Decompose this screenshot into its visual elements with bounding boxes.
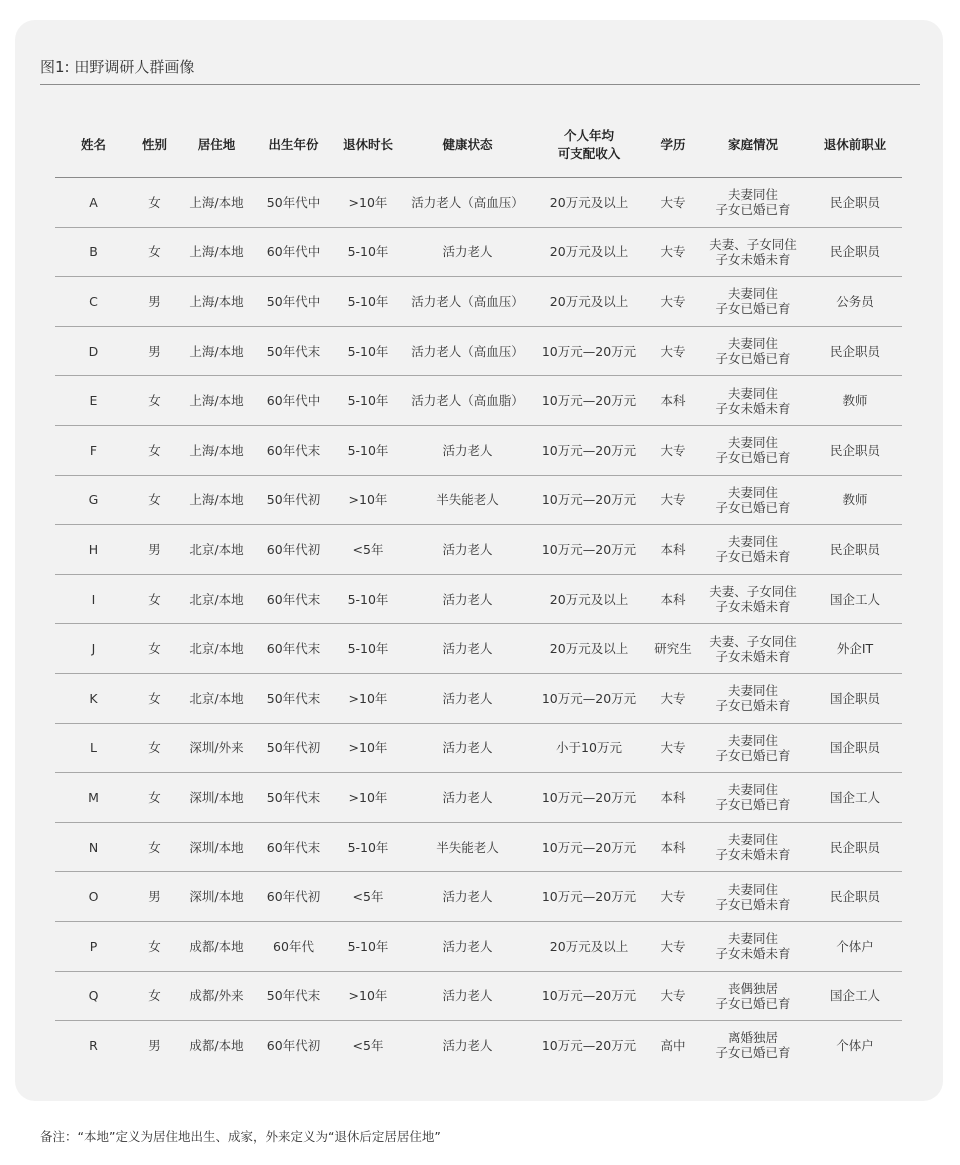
- table-row: [55, 822, 902, 872]
- cell-education: 大专: [660, 442, 686, 458]
- family-line-1: 夫妻同住: [727, 683, 778, 699]
- cell-job: 民企职员: [829, 541, 880, 557]
- cell-birth: 50年代末: [266, 690, 321, 706]
- family-line-2: 子女已婚已育: [715, 1045, 791, 1061]
- cell-name: G: [88, 492, 99, 508]
- cell-education: 大专: [660, 938, 686, 954]
- cell-gender: 女: [148, 988, 161, 1004]
- cell-gender: 女: [148, 789, 161, 805]
- cell-health: 活力老人: [442, 641, 493, 657]
- cell-income: 20万元及以上: [549, 244, 629, 260]
- cell-gender: 女: [148, 740, 161, 756]
- cell-retired: <5年: [352, 1037, 384, 1053]
- cell-health: 活力老人: [442, 889, 493, 905]
- family-line-1: 丧偶独居: [727, 980, 778, 996]
- cell-health: 活力老人: [442, 541, 493, 557]
- cell-health: 半失能老人: [436, 492, 499, 508]
- family-line-2: 子女未婚未育: [715, 648, 791, 664]
- cell-gender: 男: [148, 889, 161, 905]
- cell-residence: 深圳/本地: [189, 889, 244, 905]
- cell-name: O: [88, 889, 99, 905]
- cell-family: [698, 475, 808, 525]
- cell-name: C: [89, 293, 98, 309]
- cell-residence: 成都/外来: [189, 988, 244, 1004]
- cell-retired: >10年: [348, 789, 388, 805]
- cell-income: 小于10万元: [556, 740, 622, 756]
- family-line-1: 夫妻同住: [727, 286, 778, 302]
- cell-retired: 5-10年: [347, 641, 389, 657]
- cell-income: 20万元及以上: [549, 194, 629, 210]
- family-line-2: 子女已婚未育: [715, 896, 791, 912]
- family-line-1: 夫妻同住: [727, 931, 778, 947]
- cell-family: [698, 277, 808, 327]
- family-line-2: 子女已婚已育: [715, 301, 791, 317]
- table-row: [55, 673, 902, 723]
- cell-birth: 50年代末: [266, 343, 321, 359]
- cell-birth: 60年代末: [266, 839, 321, 855]
- cell-gender: 女: [148, 492, 161, 508]
- cell-retired: >10年: [348, 492, 388, 508]
- family-line-1: 夫妻同住: [727, 385, 778, 401]
- col-header-income: 个人年均 可支配收入: [557, 127, 621, 161]
- table-row: [55, 872, 902, 922]
- cell-residence: 上海/本地: [189, 492, 244, 508]
- cell-birth: 60年代末: [266, 641, 321, 657]
- family-line-1: 夫妻同住: [727, 881, 778, 897]
- cell-job: 民企职员: [829, 442, 880, 458]
- family-line-1: 夫妻同住: [727, 782, 778, 798]
- cell-retired: 5-10年: [347, 938, 389, 954]
- cell-job: 民企职员: [829, 244, 880, 260]
- cell-income: 20万元及以上: [549, 938, 629, 954]
- cell-job: 民企职员: [829, 889, 880, 905]
- cell-birth: 60年代中: [266, 244, 321, 260]
- cell-name: P: [89, 938, 98, 954]
- cell-birth: 60年代初: [266, 1037, 321, 1053]
- figure-title: 图1: 田野调研人群画像: [40, 58, 195, 76]
- cell-income: 10万元—20万元: [541, 343, 637, 359]
- cell-income: 10万元—20万元: [541, 1037, 637, 1053]
- cell-education: 大专: [660, 988, 686, 1004]
- cell-birth: 50年代中: [266, 194, 321, 210]
- cell-health: 活力老人: [442, 442, 493, 458]
- cell-residence: 北京/本地: [189, 541, 244, 557]
- cell-birth: 60年代末: [266, 442, 321, 458]
- cell-income: 10万元—20万元: [541, 541, 637, 557]
- cell-family: [698, 822, 808, 872]
- family-line-2: 子女已婚未育: [715, 698, 791, 714]
- cell-education: 大专: [660, 889, 686, 905]
- family-line-1: 夫妻、子女同住: [709, 633, 797, 649]
- cell-name: A: [89, 194, 98, 210]
- cell-name: H: [88, 541, 99, 557]
- cell-education: 本科: [660, 839, 686, 855]
- cell-job: 个体户: [836, 1037, 874, 1053]
- family-line-1: 夫妻同住: [727, 832, 778, 848]
- cell-residence: 深圳/本地: [189, 839, 244, 855]
- cell-family: [698, 773, 808, 823]
- respondent-table: [55, 112, 902, 1070]
- cell-residence: 上海/本地: [189, 393, 244, 409]
- cell-family: [698, 574, 808, 624]
- cell-family: [698, 425, 808, 475]
- cell-family: [698, 227, 808, 277]
- cell-health: 活力老人（高血脂）: [411, 393, 524, 409]
- cell-job: 教师: [842, 393, 868, 409]
- cell-health: 活力老人（高血压）: [411, 343, 524, 359]
- family-line-2: 子女已婚已育: [715, 499, 791, 515]
- cell-family: [698, 872, 808, 922]
- cell-health: 活力老人: [442, 938, 493, 954]
- cell-birth: 50年代末: [266, 789, 321, 805]
- cell-family: [698, 178, 808, 228]
- cell-income: 10万元—20万元: [541, 393, 637, 409]
- cell-residence: 北京/本地: [189, 641, 244, 657]
- cell-name: R: [89, 1037, 98, 1053]
- cell-retired: 5-10年: [347, 591, 389, 607]
- cell-family: [698, 673, 808, 723]
- cell-health: 活力老人: [442, 591, 493, 607]
- table-row: [55, 773, 902, 823]
- col-header-name: 姓名: [80, 136, 106, 152]
- cell-income: 10万元—20万元: [541, 889, 637, 905]
- col-header-family: 家庭情况: [727, 136, 778, 152]
- cell-job: 国企职员: [829, 690, 880, 706]
- cell-health: 活力老人: [442, 789, 493, 805]
- cell-education: 大专: [660, 690, 686, 706]
- cell-education: 本科: [660, 789, 686, 805]
- cell-residence: 深圳/本地: [189, 789, 244, 805]
- cell-birth: 60年代初: [266, 889, 321, 905]
- cell-residence: 深圳/外来: [189, 740, 244, 756]
- cell-health: 活力老人（高血压）: [411, 194, 524, 210]
- family-line-2: 子女已婚已育: [715, 450, 791, 466]
- cell-residence: 上海/本地: [189, 244, 244, 260]
- cell-job: 个体户: [836, 938, 874, 954]
- cell-retired: >10年: [348, 194, 388, 210]
- cell-job: 国企工人: [829, 789, 880, 805]
- col-header-health: 健康状态: [442, 136, 493, 152]
- cell-education: 大专: [660, 244, 686, 260]
- cell-health: 活力老人: [442, 244, 493, 260]
- family-line-1: 夫妻同住: [727, 732, 778, 748]
- cell-name: M: [88, 789, 99, 805]
- cell-name: I: [91, 591, 96, 607]
- cell-gender: 女: [148, 839, 161, 855]
- cell-education: 研究生: [654, 641, 692, 657]
- cell-gender: 男: [148, 343, 161, 359]
- cell-education: 大专: [660, 343, 686, 359]
- cell-education: 大专: [660, 194, 686, 210]
- table-row: [55, 971, 902, 1021]
- cell-birth: 50年代末: [266, 988, 321, 1004]
- cell-retired: >10年: [348, 690, 388, 706]
- table-row: [55, 921, 902, 971]
- cell-education: 本科: [660, 541, 686, 557]
- cell-health: 活力老人: [442, 1037, 493, 1053]
- table-body: [55, 178, 902, 1070]
- table-row: [55, 227, 902, 277]
- cell-education: 高中: [660, 1037, 686, 1053]
- cell-income: 10万元—20万元: [541, 690, 637, 706]
- family-line-2: 子女已婚已育: [715, 202, 791, 218]
- cell-residence: 成都/本地: [189, 1037, 244, 1053]
- family-line-1: 夫妻、子女同住: [709, 584, 797, 600]
- cell-retired: 5-10年: [347, 343, 389, 359]
- family-line-2: 子女未婚未育: [715, 946, 791, 962]
- family-line-2: 子女未婚未育: [715, 251, 791, 267]
- cell-birth: 60年代末: [266, 591, 321, 607]
- family-line-1: 离婚独居: [727, 1030, 778, 1046]
- table-row: [55, 1021, 902, 1070]
- cell-name: F: [89, 442, 98, 458]
- cell-income: 10万元—20万元: [541, 988, 637, 1004]
- table-row: [55, 525, 902, 575]
- cell-gender: 女: [148, 393, 161, 409]
- cell-gender: 男: [148, 541, 161, 557]
- cell-retired: <5年: [352, 541, 384, 557]
- cell-birth: 50年代初: [266, 740, 321, 756]
- table-row: [55, 376, 902, 426]
- cell-job: 公务员: [836, 293, 874, 309]
- cell-name: J: [91, 641, 96, 657]
- cell-residence: 北京/本地: [189, 690, 244, 706]
- cell-health: 半失能老人: [436, 839, 499, 855]
- cell-job: 教师: [842, 492, 868, 508]
- col-header-job: 退休前职业: [823, 136, 887, 152]
- cell-gender: 女: [148, 244, 161, 260]
- cell-job: 国企工人: [829, 988, 880, 1004]
- cell-job: 民企职员: [829, 839, 880, 855]
- cell-income: 10万元—20万元: [541, 789, 637, 805]
- cell-health: 活力老人（高血压）: [411, 293, 524, 309]
- family-line-1: 夫妻同住: [727, 534, 778, 550]
- cell-birth: 60年代: [273, 938, 314, 954]
- family-line-1: 夫妻同住: [727, 435, 778, 451]
- family-line-1: 夫妻同住: [727, 484, 778, 500]
- family-line-2: 子女已婚已育: [715, 351, 791, 367]
- family-line-1: 夫妻、子女同住: [709, 236, 797, 252]
- col-header-birth: 出生年份: [268, 136, 319, 152]
- col-header-gender: 性别: [141, 136, 167, 152]
- cell-name: B: [89, 244, 98, 260]
- cell-family: [698, 376, 808, 426]
- cell-income: 20万元及以上: [549, 293, 629, 309]
- cell-health: 活力老人: [442, 690, 493, 706]
- cell-income: 10万元—20万元: [541, 492, 637, 508]
- family-line-2: 子女已婚已育: [715, 797, 791, 813]
- cell-education: 大专: [660, 740, 686, 756]
- cell-income: 20万元及以上: [549, 641, 629, 657]
- cell-retired: >10年: [348, 988, 388, 1004]
- cell-gender: 男: [148, 1037, 161, 1053]
- cell-gender: 女: [148, 641, 161, 657]
- cell-residence: 上海/本地: [189, 343, 244, 359]
- cell-job: 国企工人: [829, 591, 880, 607]
- cell-gender: 女: [148, 194, 161, 210]
- title-divider: [40, 84, 920, 85]
- cell-education: 本科: [660, 591, 686, 607]
- cell-health: 活力老人: [442, 988, 493, 1004]
- footnote: 备注：“本地”定义为居住地出生、成家，外来定义为“退休后定居居住地”: [40, 1129, 441, 1144]
- cell-gender: 女: [148, 690, 161, 706]
- cell-gender: 女: [148, 442, 161, 458]
- cell-birth: 60年代中: [266, 393, 321, 409]
- cell-job: 民企职员: [829, 194, 880, 210]
- cell-job: 外企IT: [836, 641, 874, 657]
- col-header-education: 学历: [660, 136, 686, 152]
- cell-gender: 女: [148, 591, 161, 607]
- family-line-2: 子女已婚已育: [715, 995, 791, 1011]
- cell-family: [698, 921, 808, 971]
- cell-residence: 上海/本地: [189, 194, 244, 210]
- cell-education: 本科: [660, 393, 686, 409]
- cell-retired: 5-10年: [347, 442, 389, 458]
- family-line-2: 子女已婚已育: [715, 747, 791, 763]
- col-header-retired: 退休时长: [342, 136, 393, 152]
- cell-retired: 5-10年: [347, 393, 389, 409]
- cell-residence: 北京/本地: [189, 591, 244, 607]
- family-line-2: 子女未婚未育: [715, 599, 791, 615]
- cell-health: 活力老人: [442, 740, 493, 756]
- cell-family: [698, 723, 808, 773]
- table-row: [55, 277, 902, 327]
- table-row: [55, 624, 902, 674]
- table-row: [55, 178, 902, 228]
- table-row: [55, 475, 902, 525]
- cell-family: [698, 326, 808, 376]
- cell-name: D: [88, 343, 99, 359]
- cell-residence: 成都/本地: [189, 938, 244, 954]
- family-line-1: 夫妻同住: [727, 187, 778, 203]
- cell-retired: 5-10年: [347, 244, 389, 260]
- family-line-1: 夫妻同住: [727, 336, 778, 352]
- table-row: [55, 723, 902, 773]
- family-line-2: 子女未婚未育: [715, 847, 791, 863]
- table-row: [55, 574, 902, 624]
- header-row: [55, 112, 902, 178]
- cell-job: 民企职员: [829, 343, 880, 359]
- cell-name: N: [88, 839, 99, 855]
- col-header-residence: 居住地: [197, 136, 236, 152]
- cell-retired: >10年: [348, 740, 388, 756]
- family-line-2: 子女未婚未育: [715, 400, 791, 416]
- cell-name: L: [90, 740, 97, 756]
- cell-gender: 女: [148, 938, 161, 954]
- cell-name: E: [89, 393, 98, 409]
- table-row: [55, 425, 902, 475]
- cell-income: 10万元—20万元: [541, 442, 637, 458]
- cell-retired: 5-10年: [347, 839, 389, 855]
- cell-gender: 男: [148, 293, 161, 309]
- cell-retired: 5-10年: [347, 293, 389, 309]
- cell-retired: <5年: [352, 889, 384, 905]
- cell-residence: 上海/本地: [189, 293, 244, 309]
- family-line-2: 子女已婚未育: [715, 549, 791, 565]
- cell-birth: 50年代中: [266, 293, 321, 309]
- cell-family: [698, 1021, 808, 1070]
- cell-name: K: [89, 690, 98, 706]
- cell-birth: 60年代初: [266, 541, 321, 557]
- cell-family: [698, 971, 808, 1021]
- cell-residence: 上海/本地: [189, 442, 244, 458]
- cell-education: 大专: [660, 293, 686, 309]
- cell-income: 10万元—20万元: [541, 839, 637, 855]
- cell-job: 国企职员: [829, 740, 880, 756]
- cell-birth: 50年代初: [266, 492, 321, 508]
- cell-income: 20万元及以上: [549, 591, 629, 607]
- cell-family: [698, 624, 808, 674]
- cell-education: 大专: [660, 492, 686, 508]
- table-row: [55, 326, 902, 376]
- cell-name: Q: [88, 988, 99, 1004]
- cell-family: [698, 525, 808, 575]
